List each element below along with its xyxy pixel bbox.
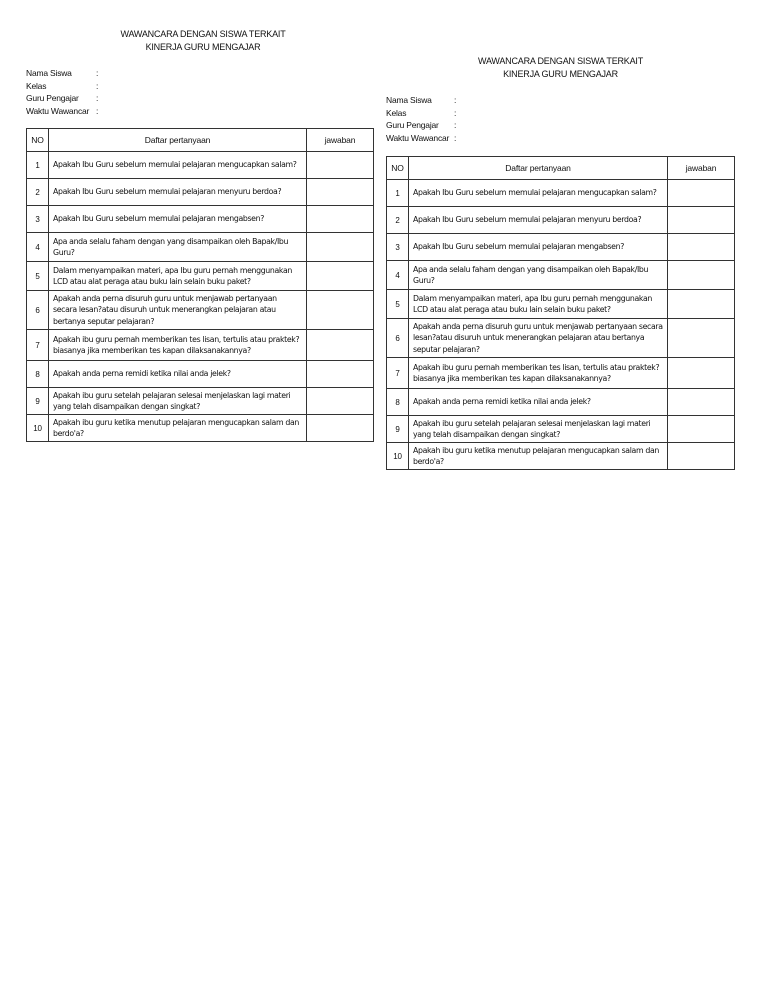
row-number: 5: [387, 290, 409, 319]
row-question: Apakah Ibu Guru sebelum memulai pelajaran menyuru berdoa?: [409, 207, 668, 234]
header-answer: jawaban: [307, 129, 374, 152]
field-label: Nama Siswa: [26, 68, 72, 78]
field-label: Guru Pengajar: [386, 120, 439, 130]
table-row: [387, 389, 735, 416]
row-question: Apakah Ibu Guru sebelum memulai pelajaran mengabsen?: [49, 206, 307, 233]
answer-cell[interactable]: [307, 262, 374, 291]
table-row: [27, 361, 374, 388]
row-question: Apakah anda perna disuruh guru untuk menjawab pertanyaan secara lesan?atau disuruh untuk menerangkan pelajaran atau bertanya seputar pelajaran?: [409, 319, 668, 358]
row-question: Apakah ibu guru setelah pelajaran selesai menjelaskan lagi materi yang telah disampaikan dengan singkat?: [409, 416, 668, 443]
answer-cell[interactable]: [307, 388, 374, 415]
answer-cell[interactable]: [668, 443, 735, 470]
identity-fields: [386, 94, 735, 144]
header-question: Daftar pertanyaan: [49, 129, 307, 152]
field-kelas: [26, 80, 374, 93]
row-question: Apakah ibu guru ketika menutup pelajaran mengucapkan salam dan berdo'a?: [49, 415, 307, 442]
row-number: 8: [27, 361, 49, 388]
header-answer: jawaban: [668, 157, 735, 180]
answer-cell[interactable]: [307, 206, 374, 233]
table-row: [387, 234, 735, 261]
table-row: [27, 415, 374, 442]
table-row: [27, 330, 374, 361]
answer-cell[interactable]: [668, 207, 735, 234]
table-row: [387, 290, 735, 319]
answer-cell[interactable]: [668, 180, 735, 207]
answer-cell[interactable]: [668, 389, 735, 416]
row-number: 4: [27, 233, 49, 262]
field-waktu-wawancara: [386, 132, 735, 145]
row-number: 7: [27, 330, 49, 361]
row-question: Apakah Ibu Guru sebelum memulai pelajaran mengucapkan salam?: [49, 152, 307, 179]
table-header-row: [387, 157, 735, 180]
answer-cell[interactable]: [668, 290, 735, 319]
row-number: 8: [387, 389, 409, 416]
row-number: 1: [387, 180, 409, 207]
header-question: Daftar pertanyaan: [409, 157, 668, 180]
field-label: Guru Pengajar: [26, 93, 79, 103]
field-colon: :: [454, 95, 457, 105]
table-row: [387, 319, 735, 358]
row-question: Apakah Ibu Guru sebelum memulai pelajaran mengucapkan salam?: [409, 180, 668, 207]
row-question: Apa anda selalu faham dengan yang disampaikan oleh Bapak/Ibu Guru?: [409, 261, 668, 290]
row-number: 3: [387, 234, 409, 261]
header-no: NO: [387, 157, 409, 180]
row-number: 2: [387, 207, 409, 234]
field-guru-pengajar: [26, 92, 374, 105]
table-row: [27, 152, 374, 179]
row-number: 1: [27, 152, 49, 179]
interview-sheet-left: [26, 28, 374, 442]
row-number: 9: [387, 416, 409, 443]
field-nama-siswa: [26, 67, 374, 80]
table-row: [27, 233, 374, 262]
table-row: [27, 206, 374, 233]
table-row: [27, 291, 374, 330]
table-row: [387, 207, 735, 234]
title-line-2: KINERJA GURU MENGAJAR: [503, 69, 618, 79]
table-row: [387, 261, 735, 290]
answer-cell[interactable]: [668, 319, 735, 358]
field-label: Waktu Wawancar: [386, 132, 450, 143]
field-colon: :: [96, 105, 99, 116]
row-number: 9: [27, 388, 49, 415]
field-colon: :: [454, 107, 457, 118]
row-number: 4: [387, 261, 409, 290]
field-colon: :: [454, 132, 457, 143]
answer-cell[interactable]: [668, 261, 735, 290]
row-question: Dalam menyampaikan materi, apa Ibu guru pernah menggunakan LCD atau alat peraga atau buku lain selain buku paket?: [409, 290, 668, 319]
answer-cell[interactable]: [668, 416, 735, 443]
table-row: [27, 262, 374, 291]
row-number: 7: [387, 358, 409, 389]
title-line-1: WAWANCARA DENGAN SISWA TERKAIT: [120, 29, 286, 39]
answer-cell[interactable]: [307, 415, 374, 442]
row-question: Apakah ibu guru pernah memberikan tes lisan, tertulis atau praktek? biasanya jika memberikan tes kapan dilaksanakannya?: [49, 330, 307, 361]
identity-fields: [26, 67, 374, 117]
row-number: 2: [27, 179, 49, 206]
table-row: [387, 416, 735, 443]
row-number: 5: [27, 262, 49, 291]
table-row: [387, 443, 735, 470]
field-label: Kelas: [26, 80, 47, 91]
field-kelas: [386, 107, 735, 120]
row-number: 3: [27, 206, 49, 233]
row-number: 10: [387, 443, 409, 470]
answer-cell[interactable]: [307, 152, 374, 179]
field-waktu-wawancara: [26, 105, 374, 118]
row-question: Apakah ibu guru pernah memberikan tes lisan, tertulis atau praktek? biasanya jika memberikan tes kapan dilaksanakannya?: [409, 358, 668, 389]
table-row: [387, 180, 735, 207]
field-colon: :: [96, 68, 99, 78]
row-question: Apakah ibu guru ketika menutup pelajaran mengucapkan salam dan berdo'a?: [409, 443, 668, 470]
row-question: Apakah anda perna remidi ketika nilai anda jelek?: [49, 361, 307, 388]
answer-cell[interactable]: [668, 234, 735, 261]
question-table: [386, 156, 735, 470]
row-question: Apakah Ibu Guru sebelum memulai pelajaran mengabsen?: [409, 234, 668, 261]
field-label: Kelas: [386, 107, 407, 118]
table-row: [387, 358, 735, 389]
field-colon: :: [96, 93, 99, 103]
row-question: Apa anda selalu faham dengan yang disampaikan oleh Bapak/Ibu Guru?: [49, 233, 307, 262]
title-line-1: WAWANCARA DENGAN SISWA TERKAIT: [477, 56, 644, 66]
table-row: [27, 179, 374, 206]
interview-sheet-right: [386, 55, 735, 470]
row-question: Apakah Ibu Guru sebelum memulai pelajaran menyuru berdoa?: [49, 179, 307, 206]
answer-cell[interactable]: [307, 291, 374, 330]
answer-cell[interactable]: [307, 361, 374, 388]
title-line-2: KINERJA GURU MENGAJAR: [145, 42, 261, 52]
field-guru-pengajar: [386, 119, 735, 132]
row-question: Apakah anda perna remidi ketika nilai anda jelek?: [409, 389, 668, 416]
row-question: Apakah anda perna disuruh guru untuk menjawab pertanyaan secara lesan?atau disuruh untuk menerangkan pelajaran atau bertanya seputar pelajaran?: [49, 291, 307, 330]
answer-cell[interactable]: [307, 233, 374, 262]
row-question: Apakah ibu guru setelah pelajaran selesai menjelaskan lagi materi yang telah disampaikan dengan singkat?: [49, 388, 307, 415]
field-colon: :: [454, 120, 457, 130]
row-number: 6: [27, 291, 49, 330]
row-question: Dalam menyampaikan materi, apa Ibu guru pernah menggunakan LCD atau alat peraga atau buku lain selain buku paket?: [49, 262, 307, 291]
table-header-row: [27, 129, 374, 152]
table-row: [27, 388, 374, 415]
question-table: [26, 128, 374, 442]
answer-cell[interactable]: [307, 179, 374, 206]
field-label: Waktu Wawancar: [26, 105, 90, 116]
row-number: 10: [27, 415, 49, 442]
answer-cell[interactable]: [307, 330, 374, 361]
header-no: NO: [27, 129, 49, 152]
field-label: Nama Siswa: [386, 95, 432, 105]
answer-cell[interactable]: [668, 358, 735, 389]
row-number: 6: [387, 319, 409, 358]
field-colon: :: [96, 80, 99, 91]
field-nama-siswa: [386, 94, 735, 107]
